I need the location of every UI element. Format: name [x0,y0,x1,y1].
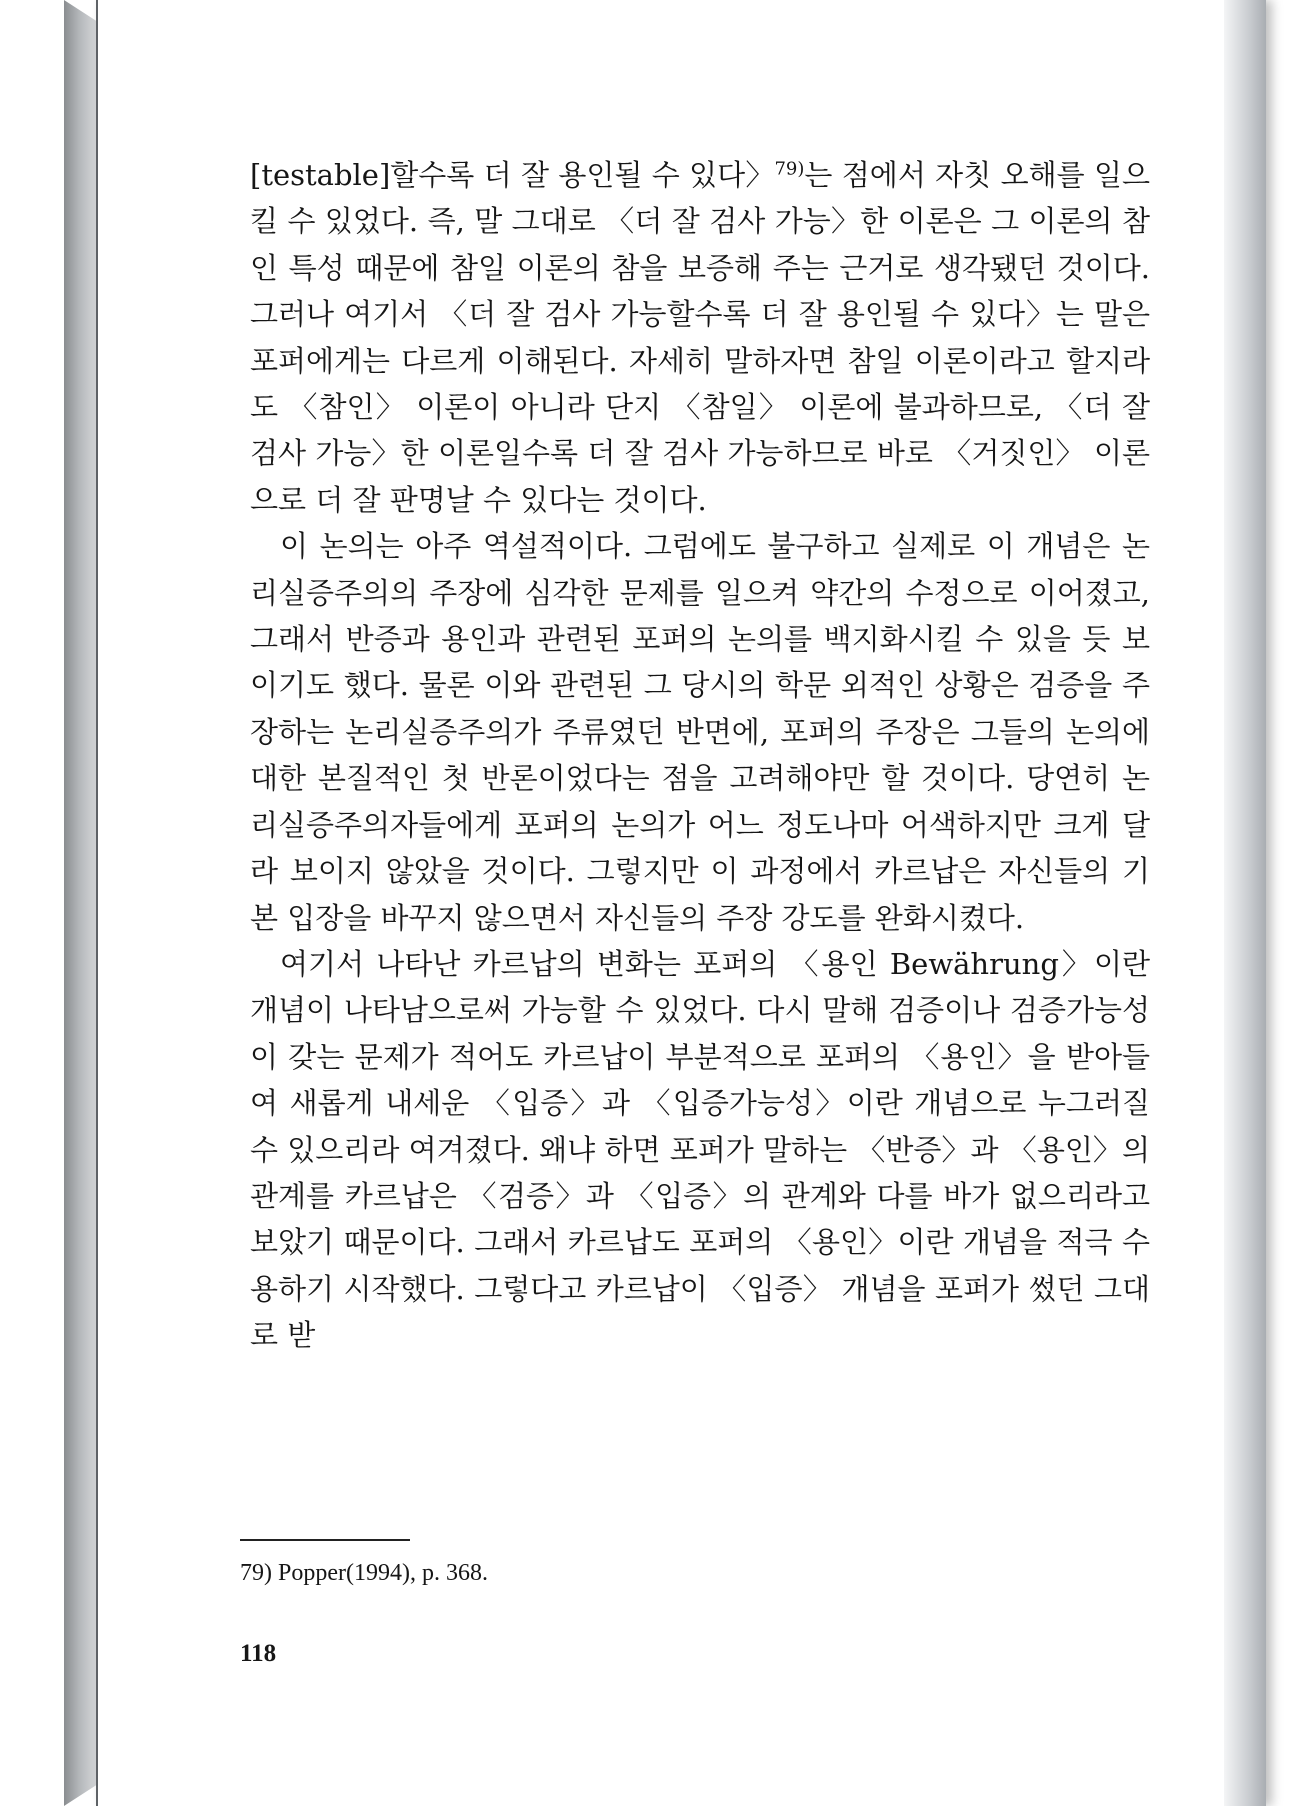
paragraph-2: 이 논의는 아주 역설적이다. 그럼에도 불구하고 실제로 이 개념은 논리실증주의의 주장에 심각한 문제를 일으켜 약간의 수정으로 이어졌고, 그래서 반증과 용인과 관련된 포퍼의 논의를 백지화시킬 수 있을 듯 보이기도 했다. 물론 이와 관련된 그 당시의 학문 외적인 상황은 검증을 주장하는 논리실증주의가 주류였던 반면에, 포퍼의 주장은 그들의 논의에 대한 본질적인 첫 반론이었다는 점을 고려해야만 할 것이다. 당연히 논리실증주의자들에게 포퍼의 논의가 어느 정도나마 어색하지만 크게 달라 보이지 않았을 것이다. 그렇지만 이 과정에서 카르납은 자신들의 기본 입장을 바꾸지 않으면서 자신들의 주장 강도를 완화시켰다. [250,529,1150,935]
paragraph-3: 여기서 나타난 카르납의 변화는 포퍼의 〈용인 Bewährung〉이란 개념이 나타남으로써 가능할 수 있었다. 다시 말해 검증이나 검증가능성이 갖는 문제가 적어도 카르납이 부분적으로 포퍼의 〈용인〉을 받아들여 새롭게 내세운 〈입증〉과 〈입증가능성〉이란 개념으로 누그러질 수 있으리라 여겨졌다. 왜냐 하면 포퍼가 말하는 〈반증〉과 〈용인〉의 관계를 카르납은 〈검증〉과 〈입증〉의 관계와 다를 바가 없으리라고 보았기 때문이다. 그래서 카르납도 포퍼의 〈용인〉이란 개념을 적극 수용하기 시작했다. 그렇다고 카르납이 〈입증〉 개념을 포퍼가 썼던 그대로 받 [250,946,1150,1353]
paragraph-1 [250,152,1150,523]
paragraph-1-text-end: 는 점에서 자칫 오해를 일으킬 수 있었다. 즉, 말 그대로 〈더 잘 검사 가능〉한 이론은 그 이론의 참인 특성 때문에 참일 이론의 참을 보증해 주는 근거로 생각됐던 것이다. 그러나 여기서 〈더 잘 검사 가능할수록 더 잘 용인될 수 있다〉는 말은 포퍼에게는 다르게 이해된다. 자세히 말하자면 참일 이론이라고 할지라도 〈참인〉 이론이 아니라 단지 〈참일〉 이론에 불과하므로, 〈더 잘 검사 가능〉한 이론일수록 더 잘 검사 가능하므로 바로 〈거짓인〉 이론으로 더 잘 판명날 수 있다는 것이다. [250,158,1150,517]
footnote-divider [240,1539,410,1541]
book-edge-bottom-corner [64,1784,98,1806]
paragraph-1-text-start: [testable]할수록 더 잘 용인될 수 있다〉 [250,158,775,192]
book-spine-edge [64,0,98,1806]
page-right-shadow [1224,0,1266,1806]
page-number: 118 [240,1640,277,1667]
footnote-79: 79) Popper(1994), p. 368. [240,1560,488,1586]
footnote-reference-79[interactable]: 79) [774,158,805,180]
page-body-text [250,152,1150,1359]
book-edge-top-corner [64,0,98,22]
